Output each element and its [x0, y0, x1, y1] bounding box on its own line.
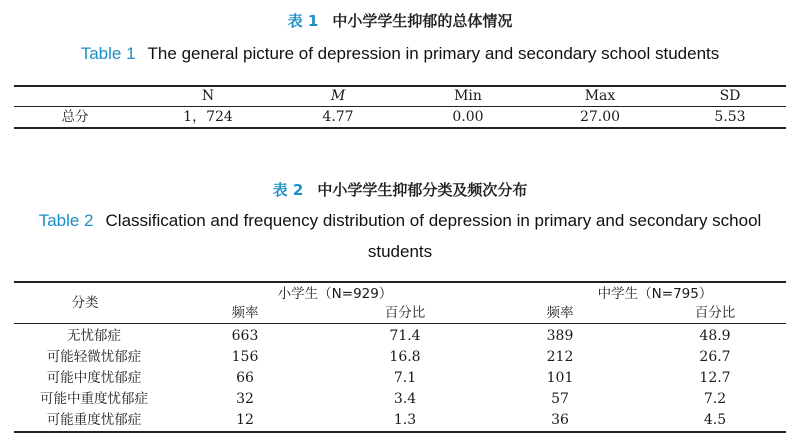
- table1-header-max: Max: [584, 88, 616, 104]
- primary-pct: 16.8: [389, 349, 421, 365]
- secondary-pct: 48.9: [699, 328, 731, 344]
- primary-freq: 12: [236, 412, 254, 428]
- secondary-freq: 57: [551, 391, 569, 407]
- table1-number-cn: 表 1: [287, 12, 319, 30]
- table1-cell-max: 27.00: [579, 109, 621, 125]
- secondary-pct: 7.2: [703, 391, 727, 407]
- table2-bottom-rule: [14, 431, 786, 433]
- table1-header-min: Min: [454, 88, 482, 104]
- primary-pct: 3.4: [393, 391, 417, 407]
- table2-title-cn: 中小学学生抑郁分类及频次分布: [317, 181, 528, 199]
- primary-freq: 156: [231, 349, 259, 365]
- secondary-pct: 12.7: [699, 370, 731, 386]
- table1-bottom-rule: [14, 127, 786, 129]
- table2-number-en: Table 2: [38, 211, 94, 230]
- primary-pct: 7.1: [393, 370, 417, 386]
- table1-cell-min: 0.00: [452, 109, 484, 125]
- table2-caption-en-line1: [0, 211, 800, 231]
- table1-number-en: Table 1: [80, 44, 136, 63]
- primary-freq: 663: [231, 328, 259, 344]
- table2-caption-en-line2: [0, 242, 800, 262]
- table2-top-rule: [14, 281, 786, 283]
- table1-row-label: 总分: [61, 109, 89, 125]
- table2-sub-primary-pct: 百分比: [384, 305, 426, 321]
- table2-sub-primary-freq: 频率: [231, 305, 259, 321]
- table2-sub-secondary-pct: 百分比: [694, 305, 736, 321]
- primary-freq: 32: [236, 391, 254, 407]
- primary-pct: 71.4: [389, 328, 421, 344]
- secondary-pct: 4.5: [703, 412, 727, 428]
- table1-cell-sd: 5.53: [714, 109, 746, 125]
- table1-caption-cn: [0, 10, 800, 31]
- table1-header-n: N: [201, 88, 215, 104]
- table2-title-en-line1: Classification and frequency distribution of depression in primary and secondary school: [105, 211, 762, 230]
- row-label: 可能中度忧郁症: [46, 370, 142, 386]
- table2-group-secondary: 中学生（N=795）: [597, 286, 713, 302]
- row-label: 可能轻微忧郁症: [46, 349, 142, 365]
- table1-title-en: The general picture of depression in primary and secondary school students: [147, 44, 720, 63]
- row-label: 可能中重度忧郁症: [40, 391, 148, 407]
- table1-mid-rule: [14, 106, 786, 107]
- table1-title-cn: 中小学学生抑郁的总体情况: [332, 12, 513, 30]
- primary-pct: 1.3: [393, 412, 417, 428]
- table1-header-m: M: [330, 88, 346, 104]
- secondary-freq: 101: [546, 370, 574, 386]
- table2-sub-secondary-freq: 频率: [546, 305, 574, 321]
- table2-header-classification: 分类: [71, 295, 99, 311]
- table2-title-en-line2: students: [367, 242, 433, 261]
- table1-caption-en: [0, 44, 800, 64]
- table1-cell-n: 1，724: [183, 109, 233, 125]
- primary-freq: 66: [236, 370, 254, 386]
- secondary-pct: 26.7: [699, 349, 731, 365]
- row-label: 无忧郁症: [67, 328, 121, 344]
- table2-caption-cn: [0, 179, 800, 200]
- secondary-freq: 212: [546, 349, 574, 365]
- table1-header-sd: SD: [719, 88, 741, 104]
- table1-cell-m: 4.77: [322, 109, 354, 125]
- table2-group-primary: 小学生（N=929）: [277, 286, 393, 302]
- row-label: 可能重度忧郁症: [46, 412, 142, 428]
- table2-number-cn: 表 2: [272, 181, 304, 199]
- secondary-freq: 389: [546, 328, 574, 344]
- table2-header-rule: [14, 323, 786, 324]
- secondary-freq: 36: [551, 412, 569, 428]
